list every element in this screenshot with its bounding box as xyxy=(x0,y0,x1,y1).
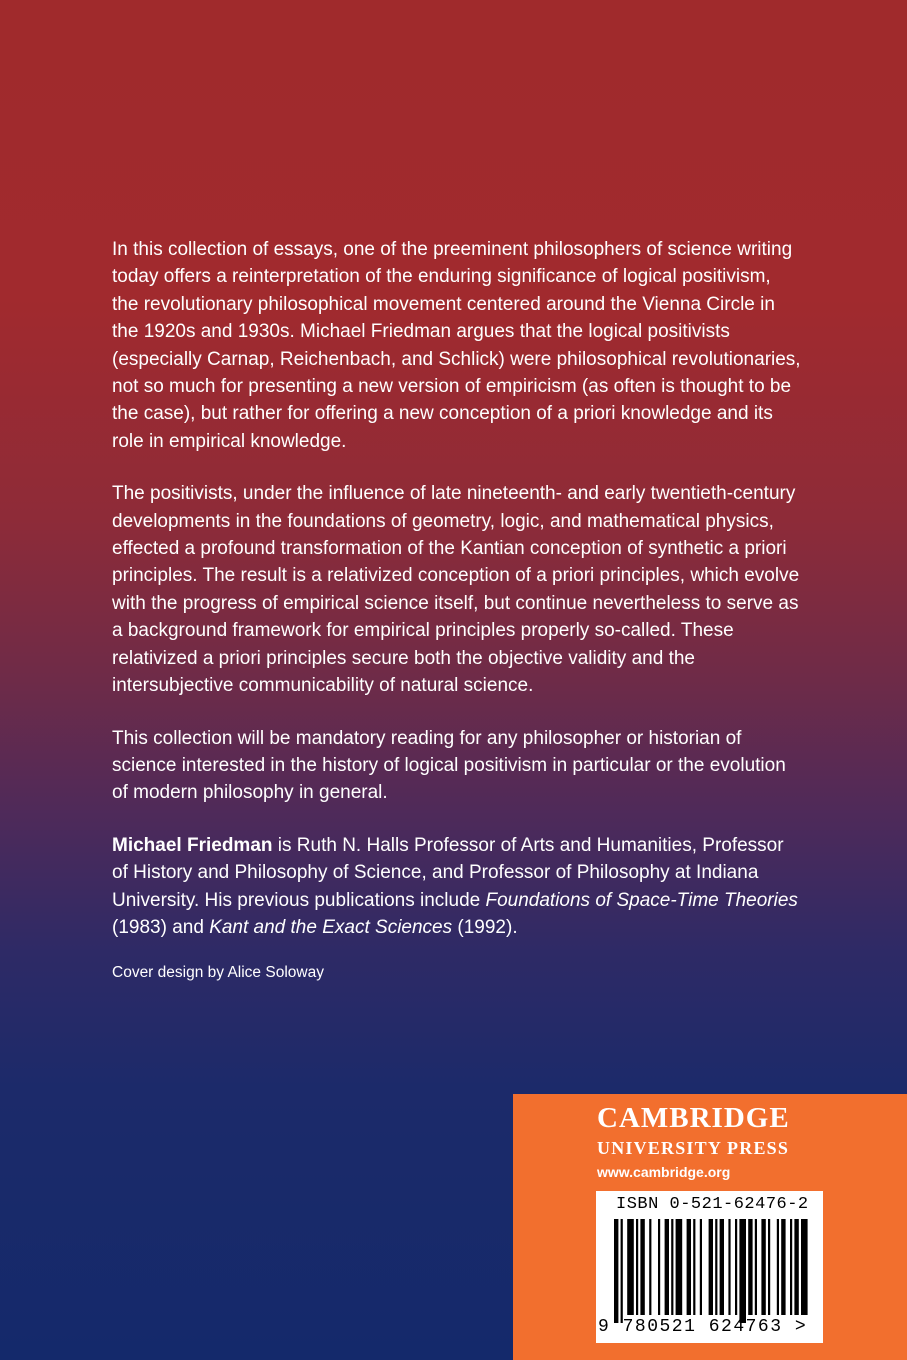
barcode-box xyxy=(596,1191,823,1343)
publisher-box xyxy=(513,1094,907,1360)
bio-text-1: is Ruth N. Halls Professor of Arts and Humanities, Professor of History and Philosophy of Science, and Professor of Philosophy at Indiana University. His previous publications include xyxy=(112,834,784,911)
barcode-digits: 9 780521 624763 > xyxy=(598,1317,808,1337)
bio-text-3: (1992). xyxy=(452,916,518,938)
description-paragraph-1: In this collection of essays, one of the preeminent philosophers of science writing today offers a reinterpretation of the enduring significance of logical positivism, the revolutionary philosophical movement centered around the Vienna Circle in the 1920s and 1930s. Michael Friedman argues that the logical positivists (especially Carnap, Reichenbach, and Schlick) were philosophical revolutionaries, not so much for presenting a new version of empiricism (as often is thought to be the case), but rather for offering a new conception of a priori knowledge and its role in empirical knowledge. xyxy=(112,239,801,452)
author-name: Michael Friedman xyxy=(112,834,273,856)
back-cover-text xyxy=(112,236,802,983)
publisher-name: CAMBRIDGE xyxy=(597,1102,790,1134)
bio-text-2: (1983) and xyxy=(112,916,210,938)
author-bio xyxy=(112,832,802,942)
book-title-1: Foundations of Space-Time Theories xyxy=(485,889,798,911)
isbn-label: ISBN 0-521-62476-2 xyxy=(616,1195,809,1214)
description-paragraph-2: The positivists, under the influence of late nineteenth- and early twentieth-century developments in the foundations of geometry, logic, and mathematical physics, effected a profound transformation of the Kantian conception of synthetic a priori principles. The result is a relativized conception of a priori principles, which evolve with the progress of empirical science itself, but continue nevertheless to serve as a background framework for empirical principles properly so-called. These relativized a priori principles secure both the objective validity and the intersubjective communicability of natural science. xyxy=(112,483,800,697)
cover-design-credit: Cover design by Alice Soloway xyxy=(112,964,324,982)
book-title-2: Kant and the Exact Sciences xyxy=(209,916,453,938)
publisher-subtitle: UNIVERSITY PRESS xyxy=(597,1138,790,1158)
publisher-url: www.cambridge.org xyxy=(597,1164,731,1180)
description-paragraph-3: This collection will be mandatory reading for any philosopher or historian of science interested in the history of logical positivism in particular or the evolution of modern philosophy in general. xyxy=(112,727,786,804)
